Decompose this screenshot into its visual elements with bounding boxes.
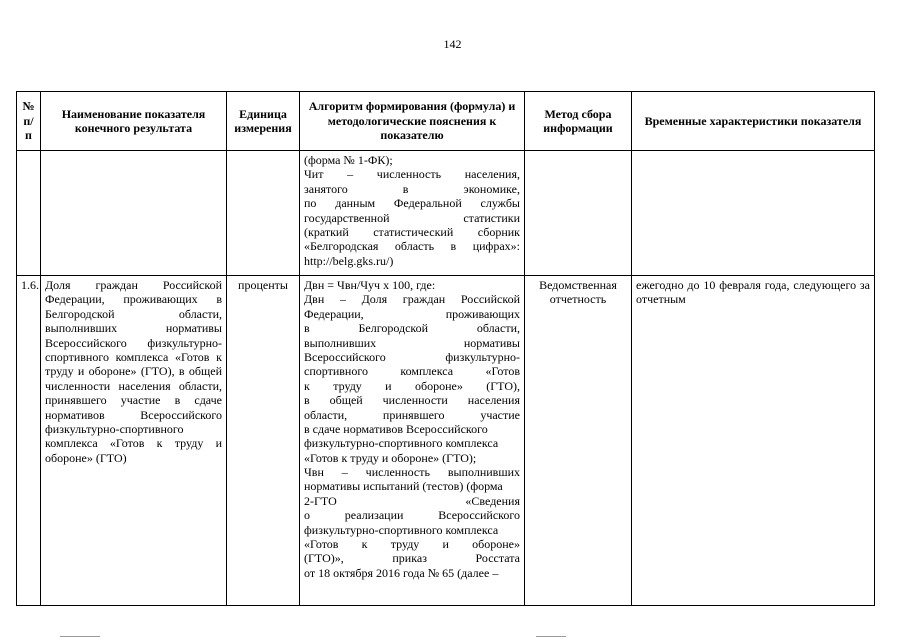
page-number: 142 xyxy=(443,37,462,51)
algorithm-line: к труду и обороне» (ГТО), xyxy=(304,378,520,393)
cell-name xyxy=(41,151,227,276)
header-number: № п/п xyxy=(17,92,41,151)
algorithm-line: (форма № 1-ФК); xyxy=(304,153,393,167)
header-indicator-name: Наименование показателя конечного результата xyxy=(41,92,227,151)
algorithm-line: в Белгородской области, xyxy=(304,321,520,336)
cell-timing xyxy=(632,151,875,276)
algorithm-line: физкультурно-спортивного комплекса xyxy=(304,436,499,451)
algorithm-line: http://belg.gks.ru/) xyxy=(304,253,394,268)
algorithm-line: Двн – Доля граждан Российской xyxy=(304,292,520,307)
table-header-row xyxy=(17,92,875,151)
algorithm-line: Всероссийского физкультурно- xyxy=(304,349,520,364)
cell-unit xyxy=(227,151,300,276)
algorithm-line: области, принявшего участие xyxy=(304,407,520,422)
algorithm-line: о реализации Всероссийского xyxy=(304,508,520,523)
algorithm-line: Чвн – численность выполнивших xyxy=(304,465,520,480)
cell-algorithm xyxy=(300,276,525,606)
cell-unit: проценты xyxy=(227,276,300,606)
cell-number xyxy=(17,151,41,276)
algorithm-line: (краткий статистический сборник xyxy=(304,224,520,239)
algorithm-line: «Готов к труду и обороне» (ГТО); xyxy=(304,450,477,465)
cell-name: Доля граждан Российской Федерации, проживающих в Белгородской области, выполнивших нормативы Всероссийского физкультурно-спортивного комплекса «Готов к труду и обороне» (ГТО), в общей численности населения области, принявшего участие в сдаче нормативов Всероссийского физкультурно-спортивного комплекса «Готов к труду и обороне» (ГТО) xyxy=(41,276,227,606)
algorithm-line: выполнивших нормативы xyxy=(304,335,520,350)
algorithm-line: спортивного комплекса «Готов xyxy=(304,364,520,379)
algorithm-line: в сдаче нормативов Всероссийского xyxy=(304,421,488,436)
header-timing: Временные характеристики показателя xyxy=(632,92,875,151)
algorithm-line: (ГТО)», приказ Росстата xyxy=(304,551,520,566)
cell-number: 1.6. xyxy=(17,276,41,606)
header-collection-method: Метод сбора информации xyxy=(525,92,632,151)
cell-method xyxy=(525,151,632,276)
algorithm-line: нормативы испытаний (тестов) (форма xyxy=(304,479,503,494)
algorithm-line: государственной статистики xyxy=(304,210,520,225)
algorithm-line: занятого в экономике, xyxy=(304,181,520,196)
table-row-continuation xyxy=(17,151,875,276)
indicator-table xyxy=(16,91,875,606)
header-unit: Единица измерения xyxy=(227,92,300,151)
algorithm-line: Федерации, проживающих xyxy=(304,306,520,321)
algorithm-line: «Готов к труду и обороне» xyxy=(304,537,520,552)
cell-method: Ведомственная отчетность xyxy=(525,276,632,606)
algorithm-line: Чит – численность населения, xyxy=(304,167,520,182)
algorithm-line: «Белгородская область в цифрах»: xyxy=(304,239,520,254)
cell-algorithm xyxy=(300,151,525,276)
table-row-1-6 xyxy=(17,276,875,606)
scan-edge-mark xyxy=(60,636,100,637)
algorithm-line: по данным Федеральной службы xyxy=(304,196,520,211)
algorithm-line: в общей численности населения xyxy=(304,393,520,408)
cell-timing: ежегодно до 10 февраля года, следующего за отчетным xyxy=(632,276,875,606)
scan-edge-mark xyxy=(536,636,566,637)
header-algorithm: Алгоритм формирования (формула) и методологические пояснения к показателю xyxy=(300,92,525,151)
algorithm-line: Двн = Чвн/Чуч х 100, где: xyxy=(304,278,436,292)
algorithm-line: 2-ГТО «Сведения xyxy=(304,493,520,508)
algorithm-line: от 18 октября 2016 года № 65 (далее – xyxy=(304,565,499,580)
algorithm-line: физкультурно-спортивного комплекса xyxy=(304,522,499,537)
